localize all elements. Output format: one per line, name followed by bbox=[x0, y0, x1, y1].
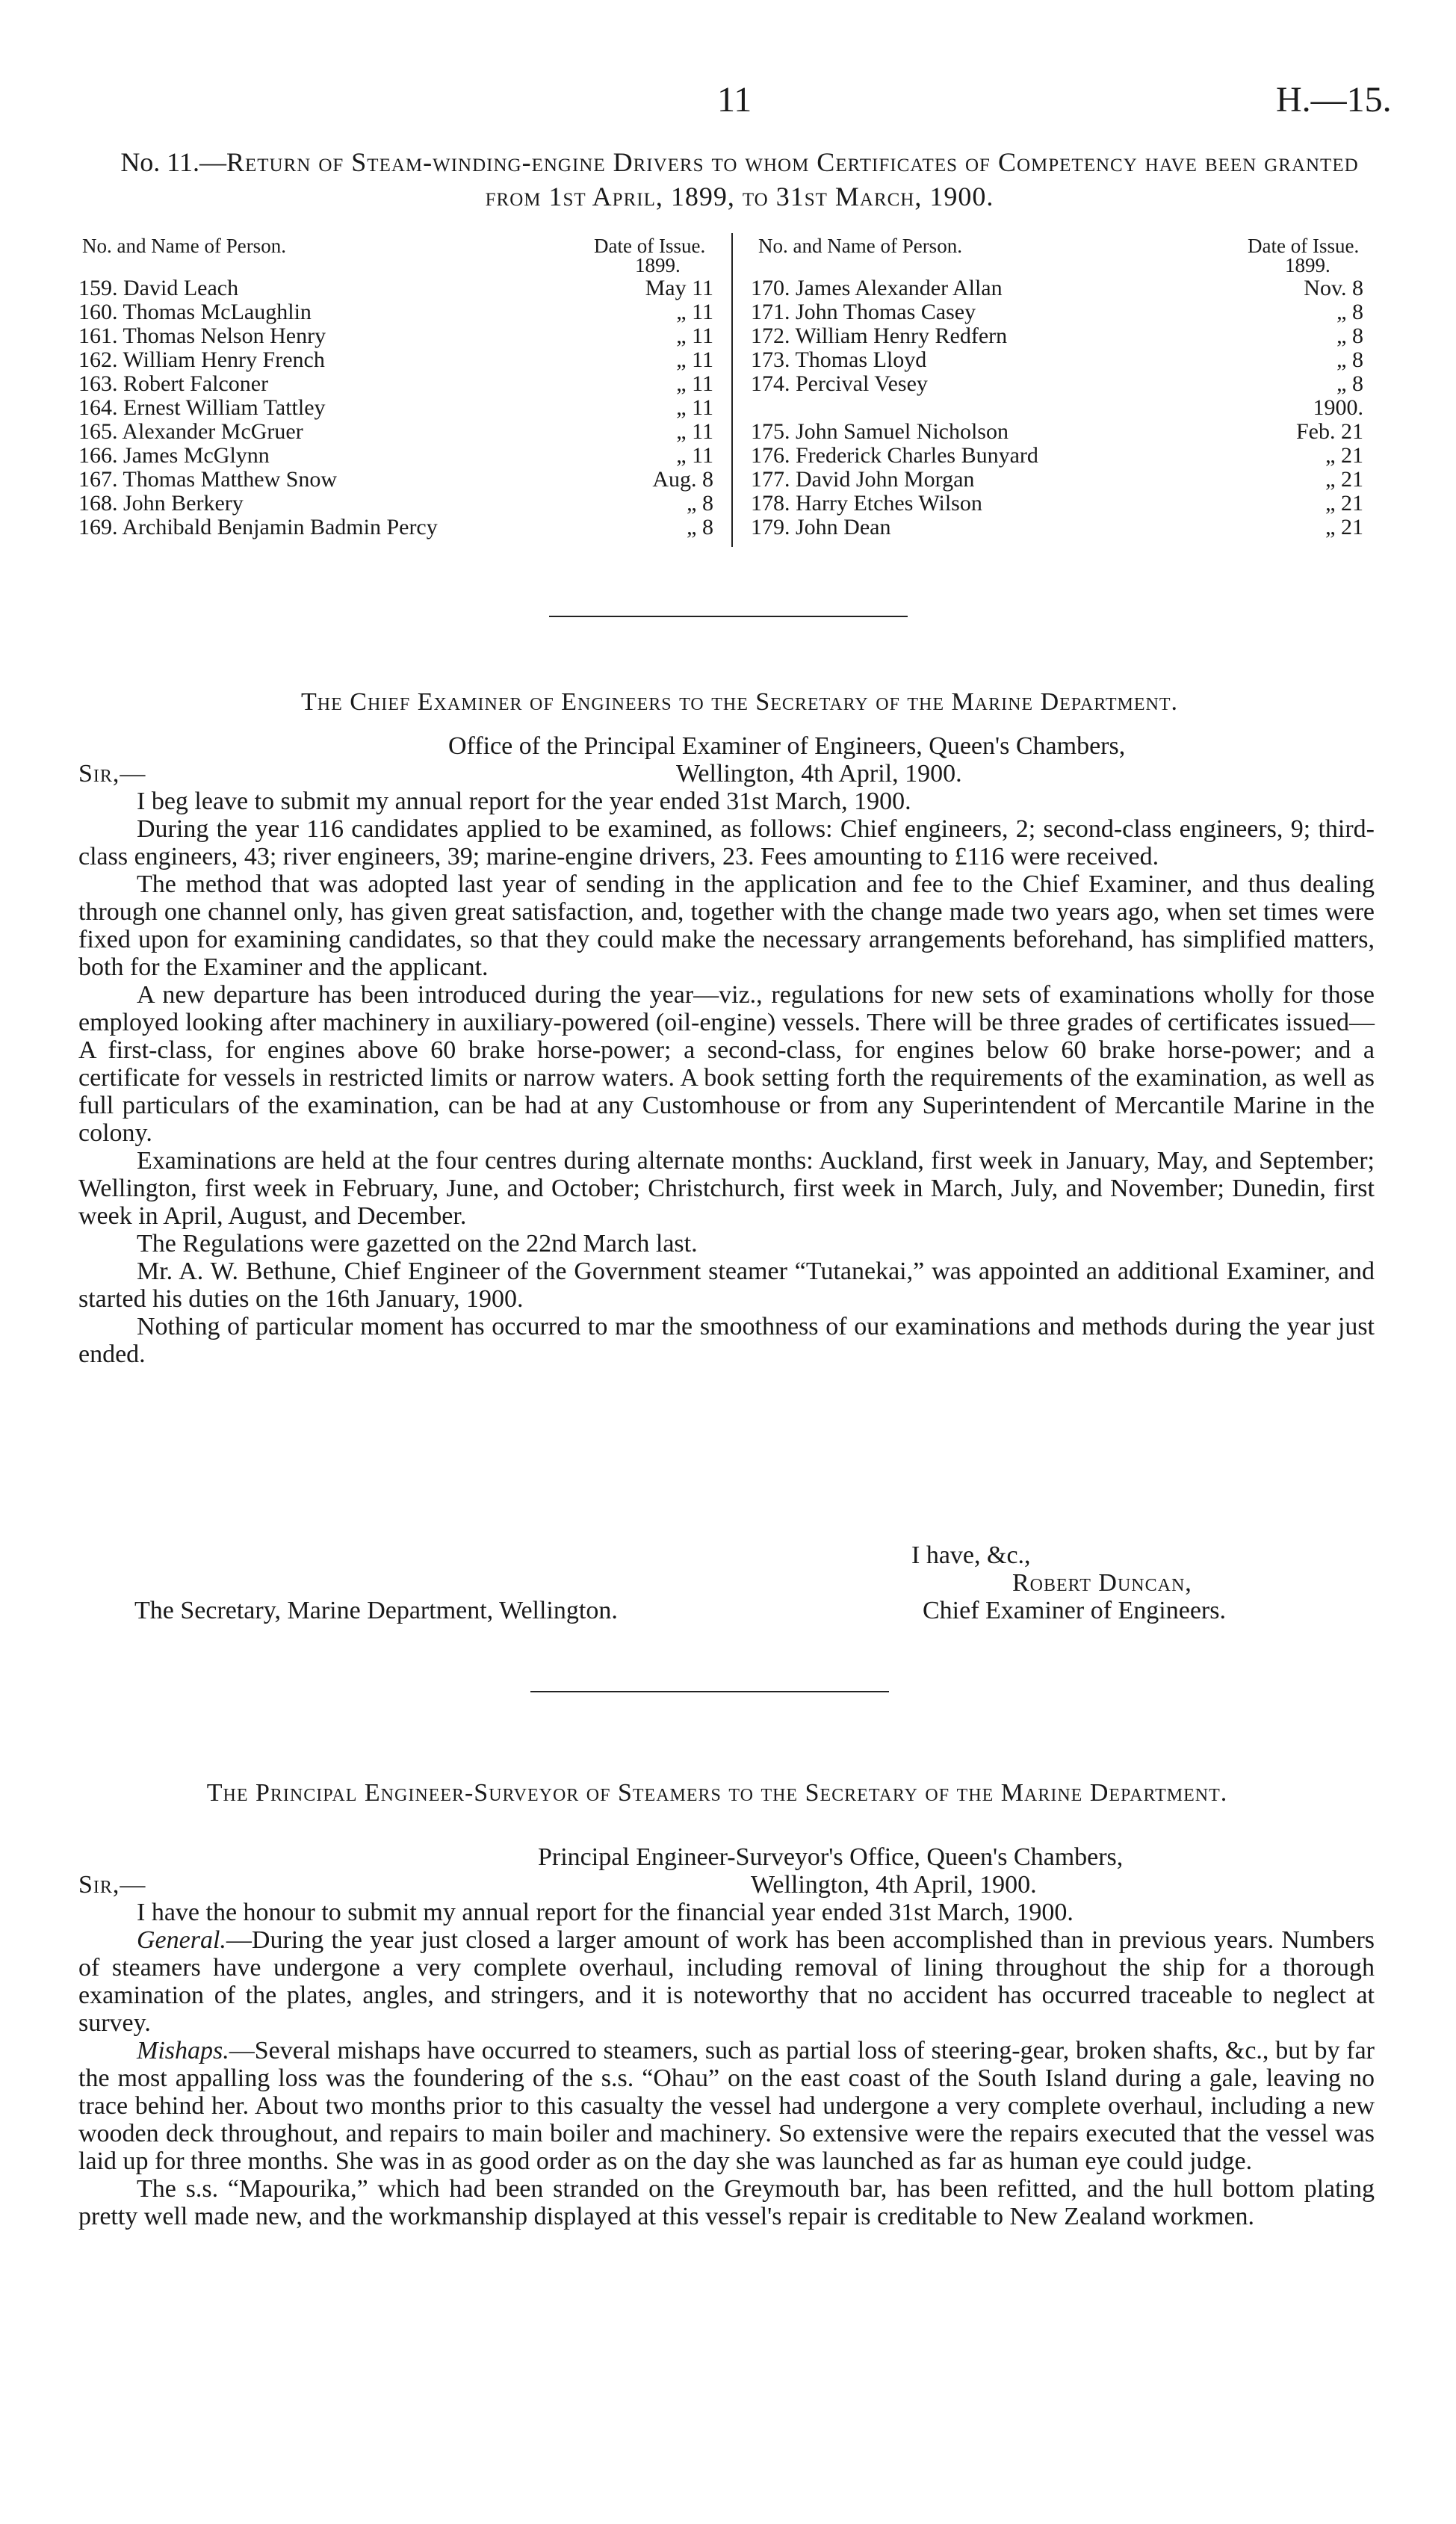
paragraph: During the year 116 candidates applied to be examined, as follows: Chief engineers, 2; second-class engineers, 9; third-class engineers, 43; river engineers, 39; marine-engine drivers, 23. Fees amounting to £116 were received. bbox=[78, 815, 1375, 870]
section1-addressee: The Secretary, Marine Department, Wellington. bbox=[134, 1597, 618, 1624]
left-column bbox=[78, 276, 713, 539]
document-reference: H.—15. bbox=[1276, 80, 1392, 120]
table-row: 167. Thomas Matthew Snow Aug. 8 bbox=[78, 467, 713, 492]
year-1900-row: 1900. bbox=[1313, 395, 1363, 420]
table-row: 163. Robert Falconer „ 11 bbox=[78, 371, 713, 396]
table-row: 170. James Alexander Allan Nov. 8 bbox=[751, 276, 1363, 300]
col-head-name-right: No. and Name of Person. bbox=[758, 235, 962, 257]
paragraph: A new departure has been introduced during the year—viz., regulations for new sets of examinations wholly for those employed looking after machinery in auxiliary-powered (oil-engine) vessels. There will be three grades of certificates issued—A first-class, for engines above 60 brake horse-power; a second-class, for engines below 60 brake horse-power; and a certificate for vessels in restricted limits or narrow waters. A book setting forth the requirements of the examination, as well as full particulars of the examination, can be had at any Customhouse or from any Superintendent of Mercantile Marine in the colony. bbox=[78, 981, 1375, 1147]
table-row: 175. John Samuel Nicholson Feb. 21 bbox=[751, 419, 1363, 444]
section2-address-line2: Wellington, 4th April, 1900. bbox=[751, 1871, 1037, 1899]
table-number: No. 11.— bbox=[120, 147, 226, 177]
col-head-date-right: Date of Issue. bbox=[1248, 235, 1360, 257]
table-row: 172. William Henry Redfern „ 8 bbox=[751, 324, 1363, 348]
section1-signature-title: Chief Examiner of Engineers. bbox=[923, 1597, 1226, 1624]
paragraph: Examinations are held at the four centres during alternate months: Auckland, first week in January, May, and September; Wellington, first week in February, June, and October; Christchurch, first week in March, July, and November; Dunedin, first week in April, August, and December. bbox=[78, 1147, 1375, 1230]
table-title-text: Return of Steam-winding-engine Drivers to whom Certificates of Competency have been granted from 1st April, 1899, to 31st March, 1900. bbox=[226, 147, 1359, 211]
section2-title: The Principal Engineer-Surveyor of Steamers to the Secretary of the Marine Department. bbox=[206, 1779, 1228, 1807]
table-row: 178. Harry Etches Wilson „ 21 bbox=[751, 491, 1363, 516]
section2-address-line1: Principal Engineer-Surveyor's Office, Queen's Chambers, bbox=[538, 1843, 1124, 1871]
section1-closing: I have, &c., bbox=[911, 1541, 1031, 1569]
paragraph: Mr. A. W. Bethune, Chief Engineer of the Government steamer “Tutanekai,” was appointed an additional Examiner, and started his duties on the 16th January, 1900. bbox=[78, 1258, 1375, 1313]
table-row: 166. James McGlynn „ 11 bbox=[78, 443, 713, 468]
right-column bbox=[751, 276, 1363, 539]
table-row: 165. Alexander McGruer „ 11 bbox=[78, 419, 713, 444]
divider-rule bbox=[549, 616, 908, 617]
section1-title: The Chief Examiner of Engineers to the Secretary of the Marine Department. bbox=[301, 688, 1178, 716]
table-row: 168. John Berkery „ 8 bbox=[78, 491, 713, 516]
column-divider bbox=[731, 233, 733, 547]
table-row: 176. Frederick Charles Bunyard „ 21 bbox=[751, 443, 1363, 468]
section1-salutation: Sir,— bbox=[78, 760, 146, 788]
divider-rule bbox=[530, 1691, 889, 1692]
col-head-name-left: No. and Name of Person. bbox=[82, 235, 286, 257]
table-row: 160. Thomas McLaughlin „ 11 bbox=[78, 300, 713, 324]
section2-body bbox=[78, 1899, 1375, 2230]
paragraph: The method that was adopted last year of sending in the application and fee to the Chief Examiner, and thus dealing through one channel only, has given great satisfaction, and, together with the change made two years ago, when set times were fixed upon for examining candidates, so that they could make the necessary arrangements beforehand, has simplified matters, both for the Examiner and the applicant. bbox=[78, 870, 1375, 981]
section1-address-line1: Office of the Principal Examiner of Engineers, Queen's Chambers, bbox=[448, 732, 1126, 760]
paragraph: I beg leave to submit my annual report for the year ended 31st March, 1900. bbox=[137, 788, 911, 815]
page-number: 11 bbox=[717, 80, 752, 120]
table-row: 179. John Dean „ 21 bbox=[751, 515, 1363, 539]
year-1899-left: 1899. bbox=[635, 254, 681, 276]
paragraph-general: General.—During the year just closed a larger amount of work has been accomplished than in previous years. Numbers of steamers have undergone a very complete overhaul, including removal of lining throughout the ship for a thorough examination of the plates, angles, and stringers, and it is noteworthy that no accident has occurred traceable to neglect at survey. bbox=[78, 1926, 1375, 2037]
table-row: 173. Thomas Lloyd „ 8 bbox=[751, 347, 1363, 372]
paragraph: Nothing of particular moment has occurred to mar the smoothness of our examinations and methods during the year just ended. bbox=[78, 1313, 1375, 1368]
table-row: 171. John Thomas Casey „ 8 bbox=[751, 300, 1363, 324]
col-head-date-left: Date of Issue. bbox=[594, 235, 706, 257]
section1-signature: Robert Duncan, bbox=[1012, 1569, 1192, 1597]
table-row: 174. Percival Vesey „ 8 bbox=[751, 371, 1363, 396]
paragraph: The Regulations were gazetted on the 22nd March last. bbox=[137, 1230, 698, 1258]
table-row: 177. David John Morgan „ 21 bbox=[751, 467, 1363, 492]
mishaps-heading: Mishaps. bbox=[137, 2037, 229, 2064]
paragraph: The s.s. “Mapourika,” which had been stranded on the Greymouth bar, has been refitted, and the hull bottom plating pretty well made new, and the workmanship displayed at this vessel's repair is creditable to New Zealand workmen. bbox=[78, 2175, 1375, 2230]
table-title bbox=[90, 145, 1390, 214]
table-row: 161. Thomas Nelson Henry „ 11 bbox=[78, 324, 713, 348]
paragraph-mishaps: Mishaps.—Several mishaps have occurred to steamers, such as partial loss of steering-gear, broken shafts, &c., but by far the most appalling loss was the foundering of the s.s. “Ohau” on the east coast of the South Island during a gale, leaving no trace behind her. About two months prior to this casualty the vessel had undergone a very complete overhaul, including a new wooden deck throughout, and repairs to main boiler and machinery. So extensive were the repairs executed that the vessel was laid up for three months. She was in as good order as on the day she was launched as far as human eye could judge. bbox=[78, 2037, 1375, 2175]
table-row: 169. Archibald Benjamin Badmin Percy „ 8 bbox=[78, 515, 713, 539]
section2-salutation: Sir,— bbox=[78, 1871, 146, 1899]
general-heading: General. bbox=[137, 1926, 226, 1954]
table-row: 162. William Henry French „ 11 bbox=[78, 347, 713, 372]
paragraph: I have the honour to submit my annual report for the financial year ended 31st March, 1900. bbox=[137, 1899, 1074, 1926]
section1-address-line2: Wellington, 4th April, 1900. bbox=[676, 760, 962, 788]
table-row: 164. Ernest William Tattley „ 11 bbox=[78, 395, 713, 420]
section1-body bbox=[78, 788, 1375, 1368]
table-row: 159. David Leach May 11 bbox=[78, 276, 713, 300]
year-1899-right: 1899. bbox=[1285, 254, 1330, 276]
